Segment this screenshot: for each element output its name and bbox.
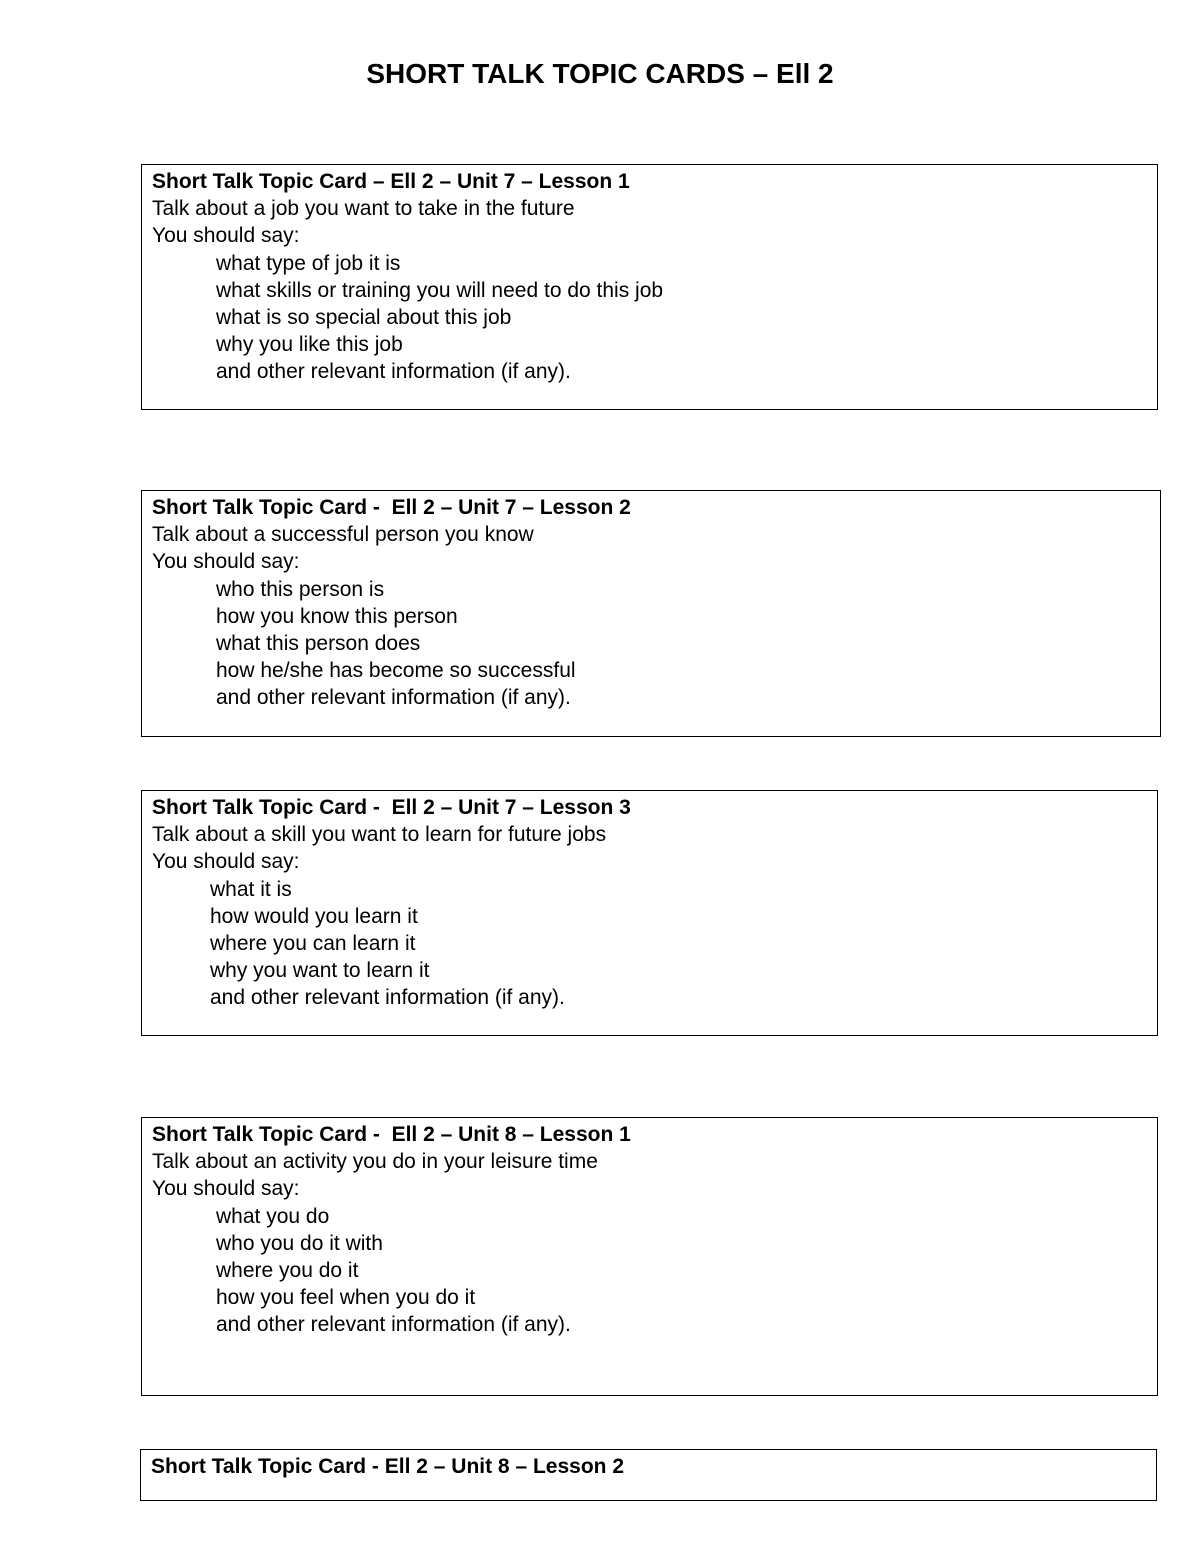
card-prompt: You should say:: [152, 550, 300, 574]
card-prompt: You should say:: [152, 850, 300, 874]
card-point: where you can learn it: [210, 932, 416, 956]
card-heading: Short Talk Topic Card – Ell 2 – Unit 7 – Lesson 1: [152, 170, 630, 193]
card-point: what is so special about this job: [216, 306, 512, 330]
card-point: and other relevant information (if any).: [216, 686, 571, 710]
card-point: what it is: [210, 877, 292, 901]
card-prompt: You should say:: [152, 224, 300, 248]
card-points-list: [152, 1203, 1147, 1339]
topic-card-unit7-lesson1: [141, 164, 1158, 410]
card-heading: Short Talk Topic Card - Ell 2 – Unit 8 – Lesson 1: [152, 1123, 631, 1146]
card-prompt: You should say:: [152, 1177, 300, 1201]
card-points-list: [152, 876, 1147, 1012]
card-topic: Talk about a job you want to take in the future: [152, 197, 575, 221]
card-point: how would you learn it: [210, 904, 418, 928]
topic-card-unit8-lesson2: [140, 1449, 1157, 1501]
card-point: why you want to learn it: [210, 959, 430, 983]
card-heading: Short Talk Topic Card - Ell 2 – Unit 7 – Lesson 2: [152, 496, 631, 519]
card-point: and other relevant information (if any).: [216, 360, 571, 384]
card-point: how he/she has become so successful: [216, 659, 576, 683]
card-point: why you like this job: [216, 333, 403, 357]
card-points-list: [152, 250, 1147, 386]
topic-card-unit7-lesson2: [141, 490, 1161, 737]
card-point: what this person does: [216, 632, 421, 656]
card-point: how you feel when you do it: [216, 1286, 476, 1310]
card-point: who this person is: [216, 577, 385, 601]
card-points-list: [152, 576, 1150, 712]
card-point: who you do it with: [216, 1231, 383, 1255]
card-heading: Short Talk Topic Card - Ell 2 – Unit 8 – Lesson 2: [151, 1455, 624, 1478]
card-point: and other relevant information (if any).: [216, 1313, 571, 1337]
card-heading: Short Talk Topic Card - Ell 2 – Unit 7 – Lesson 3: [152, 796, 631, 819]
topic-card-unit7-lesson3: [141, 790, 1158, 1036]
page-title: SHORT TALK TOPIC CARDS – Ell 2: [366, 58, 834, 89]
card-point: how you know this person: [216, 604, 458, 628]
card-point: what skills or training you will need to do this job: [216, 278, 664, 302]
card-topic: Talk about a successful person you know: [152, 523, 534, 547]
card-topic: Talk about a skill you want to learn for future jobs: [152, 823, 607, 847]
card-point: what type of job it is: [216, 251, 401, 275]
card-topic: Talk about an activity you do in your leisure time: [152, 1150, 598, 1174]
card-point: what you do: [216, 1204, 330, 1228]
card-point: where you do it: [216, 1259, 359, 1283]
card-point: and other relevant information (if any).: [210, 986, 565, 1010]
topic-card-unit8-lesson1: [141, 1117, 1158, 1396]
